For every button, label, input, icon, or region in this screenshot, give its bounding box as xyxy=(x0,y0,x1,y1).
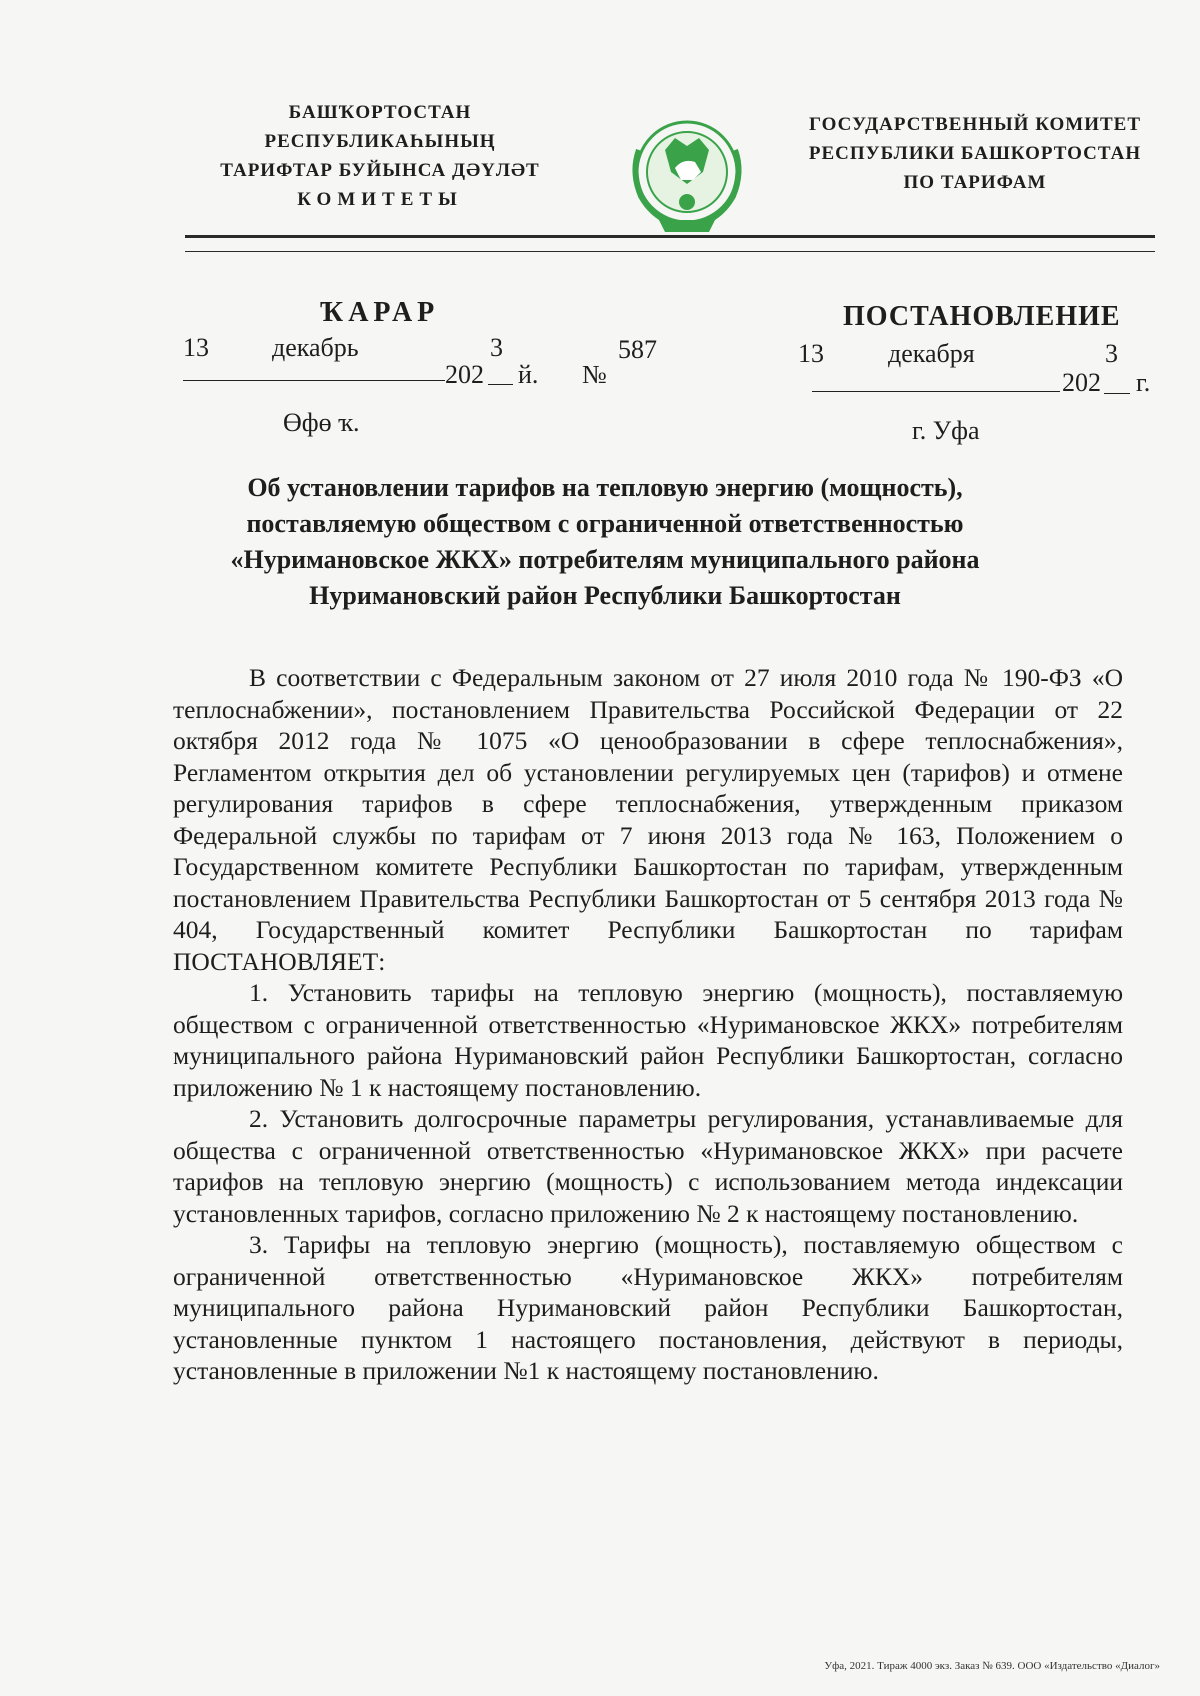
header-rule-thick xyxy=(185,235,1155,238)
left-month: декабрь xyxy=(272,333,359,362)
item-1-paragraph: 1. Установить тарифы на тепловую энергию (мощность), поставляемую обществом с ограниченной ответственностью «Нуримановское ЖКХ» потребителям муниципального района Нуримановский район Республики Башкортостан, согласно приложению № 1 к настоящему постановлению. xyxy=(173,978,1123,1102)
header-left-line-2: ТАРИФТАР БУЙЫНСА ДӘҮЛӘТ xyxy=(220,160,540,181)
header-right-line-2: РЕСПУБЛИКИ БАШКОРТОСТАН xyxy=(808,143,1142,164)
header-right-line-3: ПО ТАРИФАМ xyxy=(903,172,1047,193)
doc-type-russian: ПОСТАНОВЛЕНИЕ xyxy=(843,301,1121,332)
right-date-underline xyxy=(812,391,1060,392)
right-day: 13 xyxy=(798,339,824,368)
right-city: г. Уфа xyxy=(912,416,980,445)
right-month: декабря xyxy=(888,339,975,368)
header-left-line-1: БАШҠОРТОСТАН РЕСПУБЛИКАҺЫНЫҢ xyxy=(264,102,496,152)
doc-type-bashkir: ҠАРАР xyxy=(320,297,440,328)
left-year-prefix: 202 xyxy=(445,360,484,389)
preamble-paragraph: В соответствии с Федеральным законом от 27 июля 2010 года № 190-ФЗ «О теплоснабжении», постановлением Правительства Российской Федерации от 22 октября 2012 года № 1075 «О ценообразовании в сфере теплоснабжения», Регламентом открытия дел об установлении регулируемых цен (тарифов) и отмене регулирования тарифов в сфере теплоснабжения, утвержденным приказом Федеральной службы по тарифам от 7 июня 2013 года № 163, Положением о Государственном комитете Республики Башкортостан по тарифам, утвержденным постановлением Правительства Республики Башкортостан от 5 сентября 2013 года № 404, Государственный комитет Республики Башкортостан по тарифам ПОСТАНОВЛЯЕТ: xyxy=(173,663,1123,976)
heading-line-3: «Нуримановское ЖКХ» потребителям муниципального района xyxy=(230,545,980,574)
heading-line-2: поставляемую обществом с ограниченной ответственностью xyxy=(246,509,964,538)
left-day: 13 xyxy=(183,333,209,362)
left-year-digit: 3 xyxy=(490,333,503,362)
heading-line-4: Нуримановский район Республики Башкортостан xyxy=(309,581,901,610)
document-heading xyxy=(170,470,1040,614)
left-number-sign: № xyxy=(582,360,607,389)
right-year-prefix: 202 xyxy=(1062,368,1101,397)
right-year-suffix: г. xyxy=(1136,368,1151,397)
printer-footer: Уфа, 2021. Тираж 4000 экз. Заказ № 639. ООО «Издательство «Диалог» xyxy=(824,1660,1160,1672)
left-date-underline xyxy=(183,380,445,381)
heading-line-1: Об установлении тарифов на тепловую энергию (мощность), xyxy=(247,473,963,502)
left-number: 587 xyxy=(618,335,657,364)
header-right-line-1: ГОСУДАРСТВЕННЫЙ КОМИТЕТ xyxy=(808,114,1142,135)
item-3-paragraph: 3. Тарифы на тепловую энергию (мощность), поставляемую обществом с ограниченной ответственностью «Нуримановское ЖКХ» потребителям муниципального района Нуримановский район Республики Башкортостан, установленные пунктом 1 настоящего постановления, действуют в периоды, установленные в приложении №1 к настоящему постановлению. xyxy=(173,1230,1123,1385)
header-right-org xyxy=(790,110,1160,197)
right-year-underline xyxy=(1104,393,1130,394)
right-year-digit: 3 xyxy=(1105,339,1118,368)
left-city: Өфө ҡ. xyxy=(283,408,360,437)
left-year-suffix: й. xyxy=(518,360,539,389)
bashkortostan-emblem-icon xyxy=(625,110,750,240)
left-year-underline xyxy=(488,384,513,385)
document-body xyxy=(173,662,1123,1387)
header-rule-thin xyxy=(185,251,1155,252)
header-left-org xyxy=(175,98,585,214)
header-left-line-3: КОМИТЕТЫ xyxy=(297,189,463,210)
item-2-paragraph: 2. Установить долгосрочные параметры регулирования, устанавливаемые для общества с ограниченной ответственностью «Нуримановское ЖКХ» при расчете тарифов на тепловую энергию (мощность) с использованием метода индексации установленных тарифов, согласно приложению № 2 к настоящему постановлению. xyxy=(173,1104,1123,1228)
